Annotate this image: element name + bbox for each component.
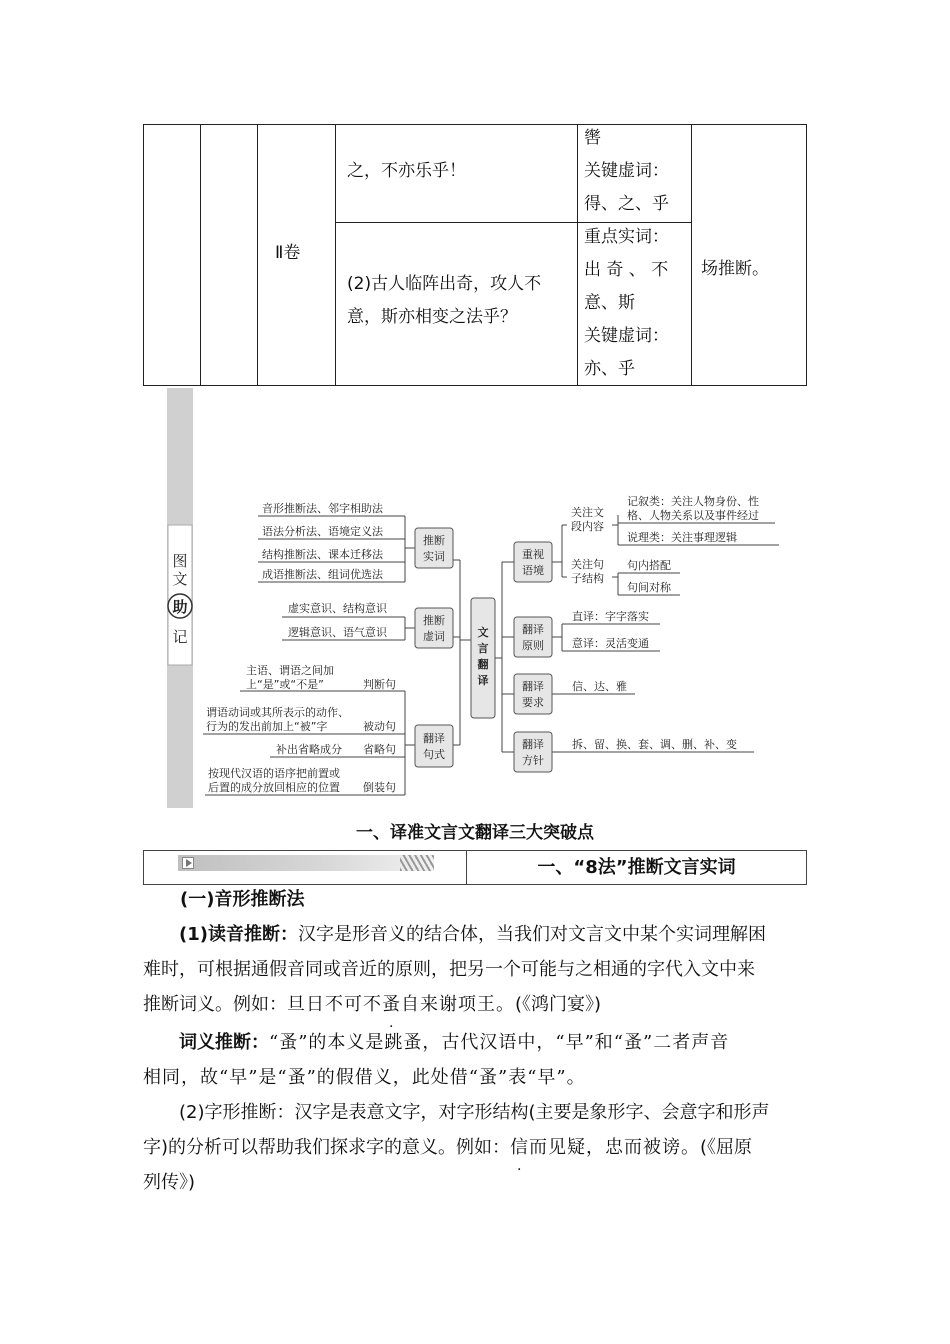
xuci-item: 逻辑意识、语气意识 — [288, 626, 387, 639]
yujing-leaf: 说理类：关注事理逻辑 — [627, 531, 737, 544]
subnode-label: 关注文 — [571, 506, 604, 519]
jushi-item-desc: 主语、谓语之间加 — [246, 664, 334, 677]
reasoning-cell: 场推断。 — [701, 259, 769, 279]
node-label: 方针 — [522, 754, 544, 767]
source-citation: 列传》) — [143, 1172, 196, 1193]
sentence-1-cell: 之，不亦乐乎！ — [347, 161, 466, 181]
center-node-char: 文 — [477, 626, 489, 639]
yujing-leaf: 句内搭配 — [627, 559, 671, 572]
subnode-label: 段内容 — [571, 520, 604, 533]
para-text: (2)字形推断：汉字是表意文字，对字形结构(主要是象形字、会意字和形声 — [179, 1102, 770, 1123]
xuci-item: 虚实意识、结构意识 — [288, 602, 387, 615]
play-icon — [182, 857, 194, 869]
center-node-char: 言 — [477, 642, 489, 655]
sentence-1-notes: 辔 关键虚词： 得、之、乎 — [584, 128, 669, 214]
jushi-item-desc: 行为的发出前加上“被”字 — [206, 720, 328, 733]
example-text: 旦日不可不 — [287, 994, 382, 1015]
side-label-char: 记 — [172, 628, 188, 646]
yujing-leaf: 记叙类：关注人物身份、性 — [627, 495, 759, 508]
sentence-2-notes: 重点实词： 出 奇 、 不 意、斯 关键虚词： 亦、乎 — [584, 227, 669, 379]
node-label: 推断 — [423, 614, 445, 627]
shici-item: 结构推断法、课本迁移法 — [262, 548, 383, 561]
side-label-char: 图 — [172, 552, 188, 570]
shici-item: 成语推断法、组词优选法 — [262, 568, 383, 581]
stripes-decoration — [400, 855, 434, 871]
exam-volume-cell: Ⅱ卷 — [275, 243, 301, 263]
node-label: 句式 — [423, 748, 445, 761]
section-banner — [143, 850, 807, 885]
node-label: 要求 — [522, 696, 544, 709]
jushi-item-desc: 补出省略成分 — [276, 743, 342, 756]
node-label: 语境 — [522, 564, 544, 577]
sub-heading: (一)音形推断法 — [180, 889, 305, 910]
para-text: 字)的分析可以帮助我们探求字的意义。例如： — [143, 1137, 511, 1158]
node-label: 原则 — [522, 639, 544, 652]
node-label: 翻译 — [522, 680, 544, 693]
center-node-char: 译 — [477, 674, 489, 687]
center-node-char: 翻 — [477, 658, 489, 671]
jushi-item-desc: 后置的成分放回相应的位置 — [208, 781, 340, 794]
source-citation: (《屈原 — [700, 1137, 753, 1158]
side-label-char: 文 — [172, 570, 188, 588]
jushi-item-type: 倒装句 — [363, 781, 396, 794]
paragraph-form-inference — [143, 1095, 807, 1200]
jushi-item-desc: 谓语动词或其所表示的动作、 — [206, 706, 349, 719]
example-text: 而见疑，忠而被谤。 — [529, 1137, 701, 1158]
para-text: 相同，故“早”是“蚤”的假借义，此处借“蚤”表“早”。 — [143, 1067, 586, 1088]
node-label: 虚词 — [423, 630, 445, 643]
banner-bar — [178, 855, 434, 871]
jushi-item-desc: 上“是”或“不是” — [246, 678, 324, 691]
jushi-item-type: 被动句 — [363, 720, 396, 733]
yaoqiu-leaf: 信、达、雅 — [572, 680, 627, 693]
example-text: 自来谢项王。 — [401, 994, 515, 1015]
para-text: 难时，可根据通假音同或音近的原则，把另一个可能与之相通的字代入文中来 — [143, 959, 755, 980]
source-citation: (《鸿门宴》) — [515, 994, 602, 1015]
yujing-leaf: 句间对称 — [627, 581, 671, 594]
node-label: 翻译 — [522, 623, 544, 636]
node-label: 实词 — [423, 550, 445, 563]
paragraph-reading-inference — [143, 917, 807, 1022]
para-text: 推断词义。例如： — [143, 994, 287, 1015]
para-label: (1)读音推断： — [179, 924, 298, 945]
section-title: 一、译准文言文翻译三大突破点 — [356, 823, 594, 843]
yujing-leaf: 格、人物关系以及事件经过 — [627, 509, 759, 522]
fangzhen-leaf: 拆、留、换、套、调、删、补、变 — [572, 738, 737, 751]
node-label: 翻译 — [522, 738, 544, 751]
jushi-item-type: 省略句 — [363, 743, 396, 756]
yuanze-leaf: 意译：灵活变通 — [572, 637, 649, 650]
subnode-label: 子结构 — [571, 572, 604, 585]
para-label: 词义推断： — [179, 1032, 269, 1053]
jushi-item-type: 判断句 — [363, 678, 396, 691]
example-emphasis: 蚤 — [382, 994, 401, 1015]
node-label: 翻译 — [423, 732, 445, 745]
yuanze-leaf: 直译：字字落实 — [572, 610, 649, 623]
jushi-item-desc: 按现代汉语的语序把前置或 — [208, 767, 340, 780]
shici-item: 语法分析法、语境定义法 — [262, 525, 383, 538]
sentence-2-cell: (2)古人临阵出奇，攻人不 意，斯亦相变之法乎？ — [347, 274, 542, 327]
node-label: 重视 — [522, 548, 544, 561]
para-text: “蚤”的本义是跳蚤，古代汉语中，“早”和“蚤”二者声音 — [269, 1032, 730, 1053]
subnode-label: 关注句 — [571, 558, 604, 571]
paragraph-meaning-inference — [143, 1025, 807, 1095]
para-text: 汉字是形音义的结合体，当我们对文言文中某个实词理解困 — [297, 924, 766, 945]
side-label-char: 助 — [172, 598, 188, 616]
node-label: 推断 — [423, 534, 445, 547]
example-emphasis: 信 — [510, 1137, 530, 1158]
shici-item: 音形推断法、邻字相助法 — [262, 502, 383, 515]
banner-title: 一、“8法”推断文言实词 — [537, 857, 736, 878]
